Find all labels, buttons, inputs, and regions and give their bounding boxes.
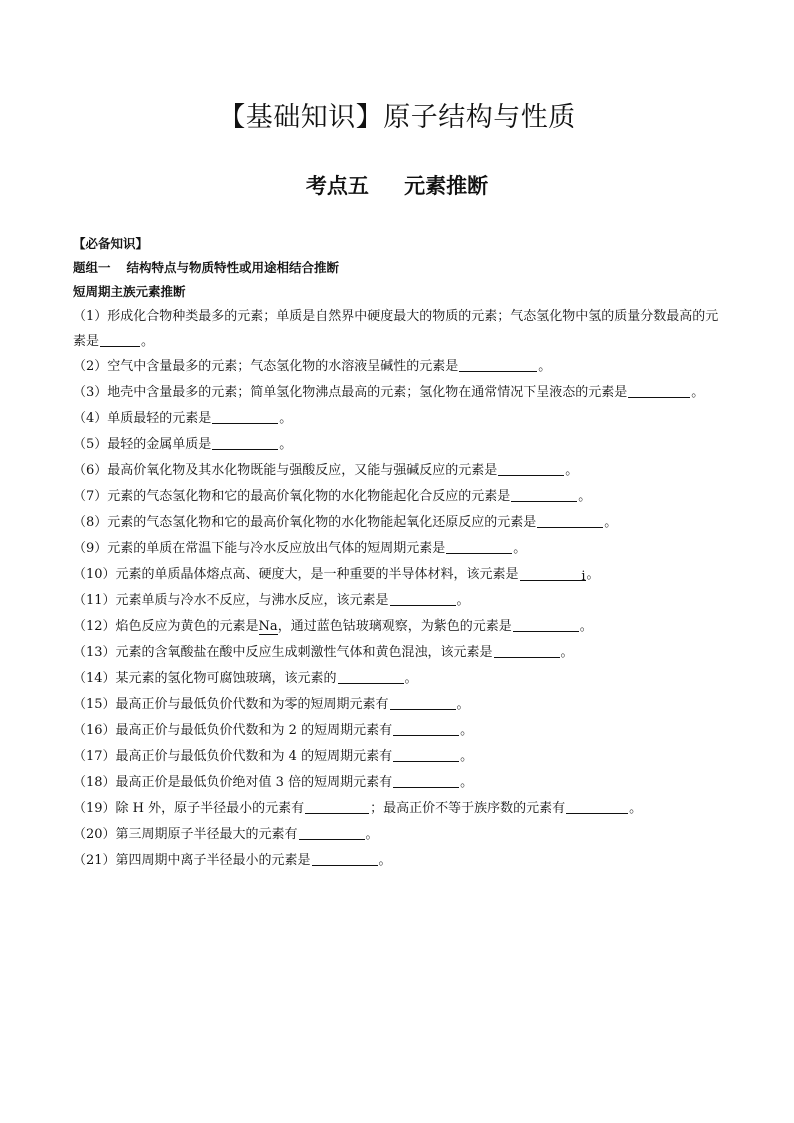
answer-blank[interactable] [537,511,603,528]
answer-blank[interactable] [513,615,579,632]
question-end: 。 [578,489,592,504]
blank-fill: i [581,569,586,584]
question-end: 。 [378,853,392,868]
question-item [73,796,729,822]
answer-blank[interactable] [446,537,512,554]
question-end: 。 [691,385,705,400]
question-item [73,406,729,432]
question-text: （13）元素的含氧酸盐在酸中反应生成刺激性气体和黄色混浊，该元素是 [73,645,493,660]
question-item [73,536,729,562]
group-label: 题组一 [73,260,111,275]
answer-blank[interactable] [393,771,459,788]
answer-blank[interactable] [393,719,459,736]
answer-blank[interactable] [100,330,140,347]
group-text: 结构特点与物质特性或用途相结合推断 [126,260,340,275]
question-item [73,718,729,744]
question-text: （11）元素单质与冷水不反应，与沸水反应，该元素是 [73,593,389,608]
section-heading: 【必备知识】 [73,236,149,251]
question-item [73,822,729,848]
question-item [73,380,729,406]
answer-blank[interactable] [312,849,378,866]
answer-blank[interactable] [566,797,628,814]
question-end: 。 [604,515,618,530]
question-text: （17）最高正价与最低负价代数和为 4 的短周期元素有 [73,749,393,764]
question-end: 。 [460,775,474,790]
question-item [73,354,729,380]
exercise-content [73,232,729,874]
sub-heading: 短周期主族元素推断 [73,284,186,299]
question-item [73,744,729,770]
answer-blank[interactable] [498,459,564,476]
question-end: 。 [456,697,470,712]
question-item [73,562,729,588]
question-end: 。 [629,801,643,816]
question-text: （3）地壳中含量最多的元素；简单氢化物沸点最高的元素；氢化物在通常情况下呈液态的元素是 [73,385,628,400]
question-text: （9）元素的单质在常温下能与冷水反应放出气体的短周期元素是 [73,541,446,556]
question-item [73,692,729,718]
question-text: （2）空气中含量最多的元素；气态氢化物的水溶液呈碱性的元素是 [73,359,459,374]
answer-blank[interactable] [459,355,537,372]
question-end: 。 [141,334,155,349]
question-text: （14）某元素的氢化物可腐蚀玻璃，该元素的 [73,671,337,686]
question-text: （15）最高正价与最低负价代数和为零的短周期元素有 [73,697,389,712]
answer-blank[interactable] [520,564,586,584]
question-item [73,640,729,666]
question-end: 。 [586,567,600,582]
answer-blank[interactable] [305,797,369,814]
question-end: 。 [579,619,593,634]
page-subtitle [0,170,794,200]
question-text: （6）最高价氧化物及其水化物既能与强酸反应，又能与强碱反应的元素是 [73,463,498,478]
underlined-answer: Na [258,619,278,634]
question-end: 。 [279,411,293,426]
question-item [73,770,729,796]
answer-blank[interactable] [212,433,278,450]
question-end: 。 [456,593,470,608]
question-text: （18）最高正价是最低负价绝对值 3 倍的短周期元素有 [73,775,393,790]
question-text: （10）元素的单质晶体熔点高、硬度大，是一种重要的半导体材料，该元素是 [73,567,519,582]
question-item [73,432,729,458]
question-end: 。 [404,671,418,686]
answer-blank[interactable] [511,485,577,502]
question-text: （16）最高正价与最低负价代数和为 2 的短周期元素有 [73,723,393,738]
answer-blank[interactable] [494,641,560,658]
question-text: （12）焰色反应为黄色的元素是 [73,619,259,634]
question-end: 。 [560,645,574,660]
answer-blank[interactable] [390,693,456,710]
question-text: （7）元素的气态氢化物和它的最高价氧化物的水化物能起化合反应的元素是 [73,489,511,504]
question-text: （20）第三周期原子半径最大的元素有 [73,827,298,842]
answer-blank[interactable] [299,823,365,840]
page-title: 【基础知识】原子结构与性质 [218,102,576,133]
question-item [73,484,729,510]
question-end: 。 [460,723,474,738]
answer-blank[interactable] [338,667,404,684]
question-item [73,848,729,874]
question-end: 。 [460,749,474,764]
question-end: 。 [538,359,552,374]
answer-blank[interactable] [390,589,456,606]
answer-blank[interactable] [212,407,278,424]
answer-blank[interactable] [393,745,459,762]
question-text: （19）除 H 外，原子半径最小的元素有 [73,801,305,816]
question-item [73,614,729,640]
question-item [73,458,729,484]
question-item [73,588,729,614]
question-end: 。 [279,437,293,452]
question-item [73,304,729,354]
group-heading [73,256,729,280]
question-end: 。 [365,827,379,842]
answer-blank[interactable] [628,381,690,398]
question-text: （8）元素的气态氢化物和它的最高价氧化物的水化物能起氧化还原反应的元素是 [73,515,537,530]
question-item [73,510,729,536]
question-text: （5）最轻的金属单质是 [73,437,212,452]
question-text-mid: ，通过蓝色钴玻璃观察，为紫色的元素是 [277,619,512,634]
subtitle-part1: 考点五 [305,174,369,198]
question-end: 。 [565,463,579,478]
question-item [73,666,729,692]
question-end: 。 [513,541,527,556]
question-text-mid: ；最高正价不等于族序数的元素有 [370,801,566,816]
question-text: （21）第四周期中离子半径最小的元素是 [73,853,311,868]
question-text: （4）单质最轻的元素是 [73,411,212,426]
subtitle-part2: 元素推断 [404,174,489,198]
question-text: （1）形成化合物种类最多的元素；单质是自然界中硬度最大的物质的元素；气态氢化物中氢的质量分数最高的元素是 [73,309,719,349]
